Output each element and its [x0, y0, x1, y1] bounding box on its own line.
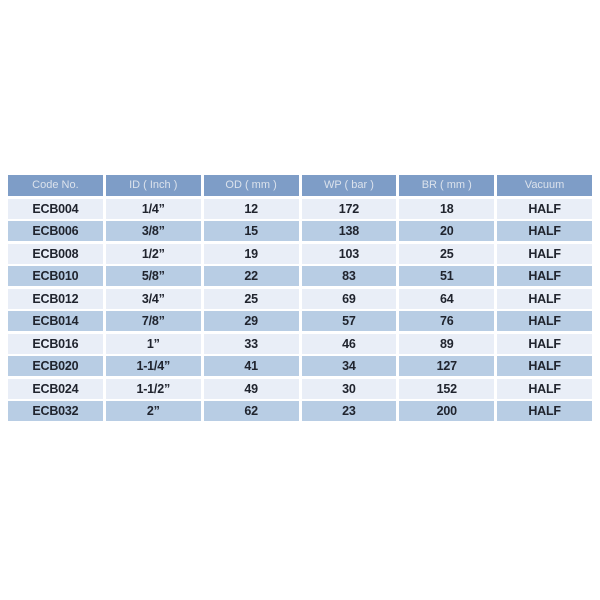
cell-wp: 46 [302, 334, 397, 354]
cell-od: 49 [204, 379, 299, 399]
cell-code: ECB006 [8, 221, 103, 241]
cell-od: 19 [204, 244, 299, 264]
cell-br: 76 [399, 311, 494, 331]
cell-vacuum: HALF [497, 244, 592, 264]
cell-br: 51 [399, 266, 494, 286]
column-header-vacuum: Vacuum [497, 175, 592, 196]
cell-code: ECB012 [8, 289, 103, 309]
cell-wp: 83 [302, 266, 397, 286]
column-header-code: Code No. [8, 175, 103, 196]
column-header-br: BR ( mm ) [399, 175, 494, 196]
cell-code: ECB016 [8, 334, 103, 354]
cell-br: 127 [399, 356, 494, 376]
cell-wp: 57 [302, 311, 397, 331]
cell-od: 12 [204, 199, 299, 219]
cell-vacuum: HALF [497, 401, 592, 421]
cell-code: ECB032 [8, 401, 103, 421]
cell-vacuum: HALF [497, 266, 592, 286]
cell-vacuum: HALF [497, 379, 592, 399]
cell-code: ECB014 [8, 311, 103, 331]
column-header-od: OD ( mm ) [204, 175, 299, 196]
cell-od: 41 [204, 356, 299, 376]
cell-code: ECB020 [8, 356, 103, 376]
cell-wp: 23 [302, 401, 397, 421]
hose-spec-table [8, 175, 592, 421]
cell-wp: 138 [302, 221, 397, 241]
cell-id: 3/8” [106, 221, 201, 241]
cell-wp: 103 [302, 244, 397, 264]
cell-vacuum: HALF [497, 334, 592, 354]
cell-br: 152 [399, 379, 494, 399]
cell-wp: 69 [302, 289, 397, 309]
cell-id: 3/4” [106, 289, 201, 309]
cell-od: 25 [204, 289, 299, 309]
cell-wp: 34 [302, 356, 397, 376]
cell-od: 15 [204, 221, 299, 241]
cell-vacuum: HALF [497, 289, 592, 309]
cell-vacuum: HALF [497, 356, 592, 376]
cell-wp: 30 [302, 379, 397, 399]
cell-code: ECB004 [8, 199, 103, 219]
cell-od: 62 [204, 401, 299, 421]
cell-vacuum: HALF [497, 221, 592, 241]
cell-id: 2” [106, 401, 201, 421]
cell-vacuum: HALF [497, 311, 592, 331]
cell-br: 64 [399, 289, 494, 309]
cell-code: ECB024 [8, 379, 103, 399]
cell-od: 22 [204, 266, 299, 286]
cell-br: 200 [399, 401, 494, 421]
cell-br: 89 [399, 334, 494, 354]
cell-id: 1/4” [106, 199, 201, 219]
cell-id: 7/8” [106, 311, 201, 331]
cell-br: 25 [399, 244, 494, 264]
cell-id: 1-1/4” [106, 356, 201, 376]
cell-br: 18 [399, 199, 494, 219]
cell-id: 1” [106, 334, 201, 354]
cell-id: 1/2” [106, 244, 201, 264]
cell-code: ECB008 [8, 244, 103, 264]
column-header-wp: WP ( bar ) [302, 175, 397, 196]
cell-id: 1-1/2” [106, 379, 201, 399]
cell-id: 5/8” [106, 266, 201, 286]
cell-vacuum: HALF [497, 199, 592, 219]
column-header-id: ID ( Inch ) [106, 175, 201, 196]
cell-br: 20 [399, 221, 494, 241]
cell-od: 33 [204, 334, 299, 354]
cell-od: 29 [204, 311, 299, 331]
cell-wp: 172 [302, 199, 397, 219]
cell-code: ECB010 [8, 266, 103, 286]
